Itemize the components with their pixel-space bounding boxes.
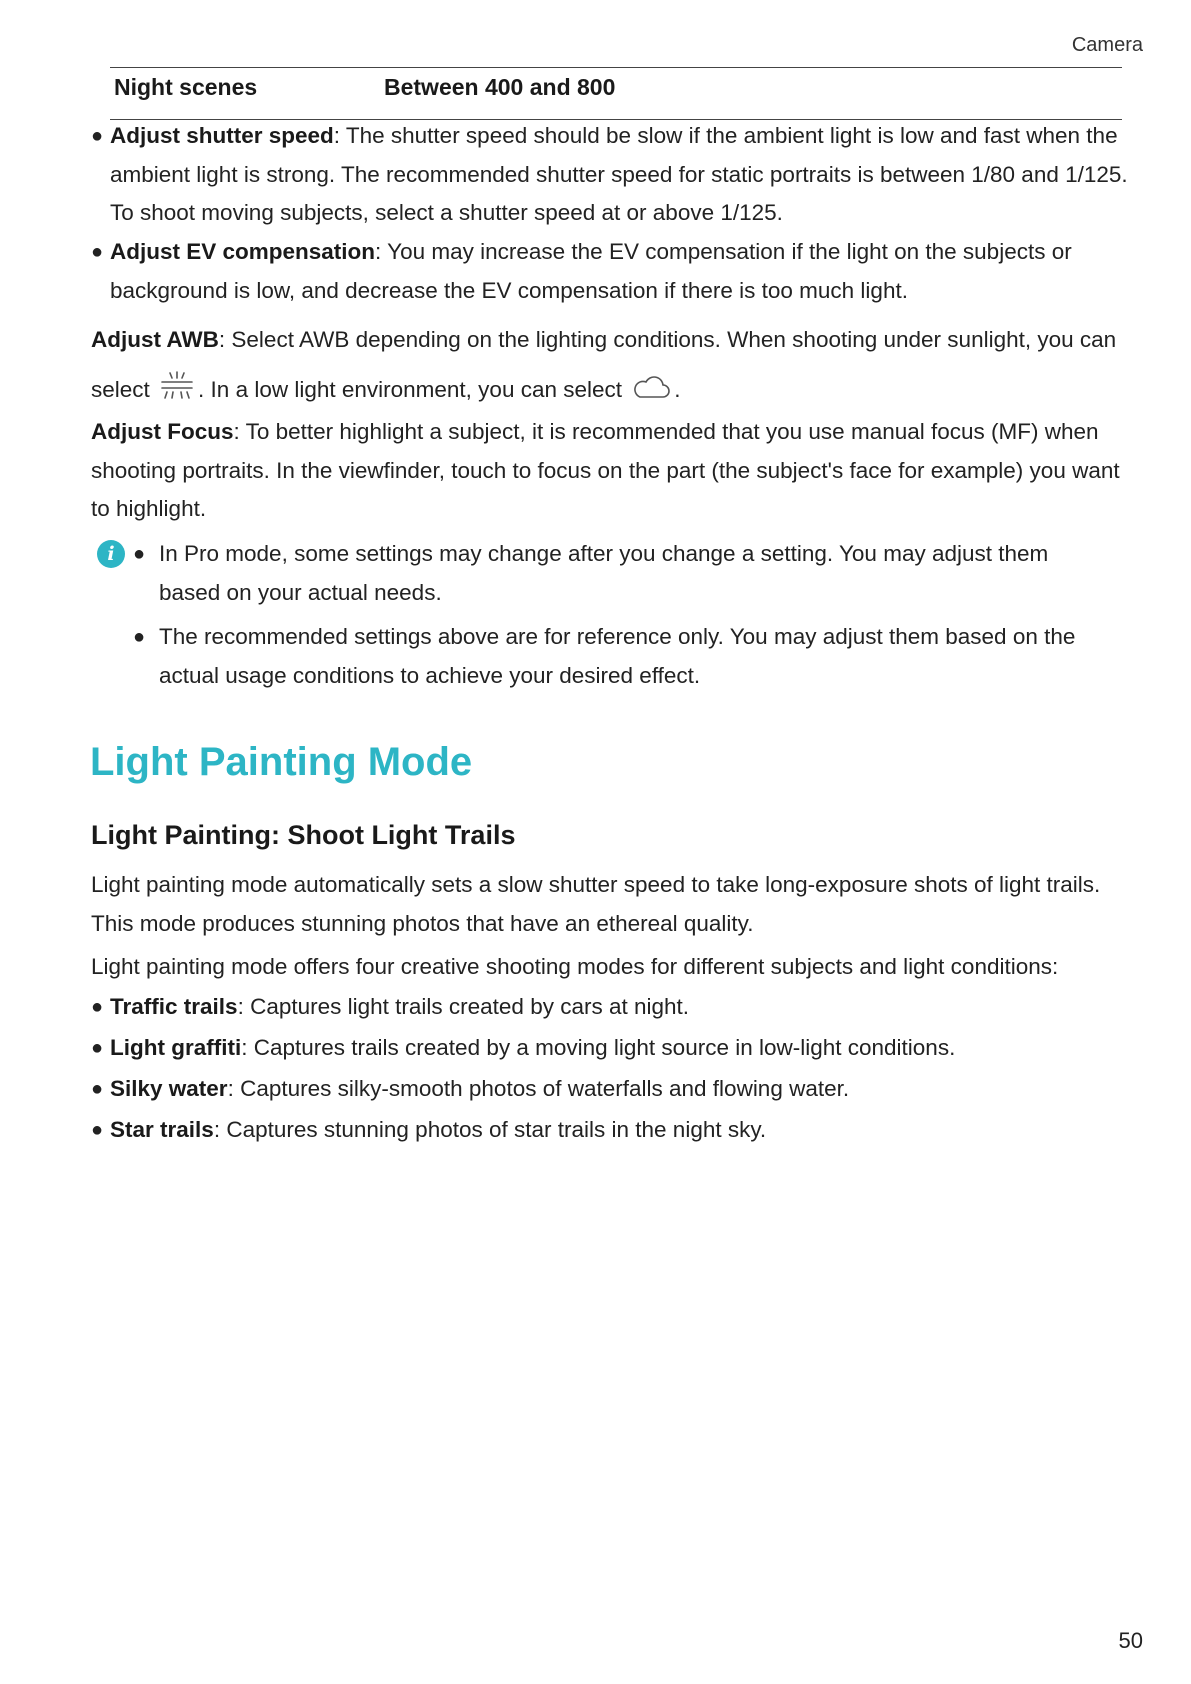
bullet-dot: ● xyxy=(91,1037,104,1059)
bullet-dot: ● xyxy=(133,626,146,648)
awb-text-c: . xyxy=(674,377,681,402)
list-item-term: Silky water xyxy=(110,1076,228,1101)
awb-paragraph xyxy=(91,315,1131,419)
intro-paragraph: Light painting mode automatically sets a slow shutter speed to take long-exposure shots of light trails. This mode produces stunning photos that have an ethereal quality. xyxy=(91,872,1101,936)
list-item-text: : You may increase the EV compensation if the light on the subjects or background is low, and decrease the EV compensation if there is too much light. xyxy=(110,239,1072,303)
bullet-dot: ● xyxy=(91,1119,104,1141)
running-header: Camera xyxy=(1071,34,1143,56)
focus-term: Adjust Focus xyxy=(91,419,234,444)
section-title: Light Painting Mode xyxy=(90,740,473,784)
list-item-term: Star trails xyxy=(110,1117,214,1142)
list-item-text: : Captures light trails created by cars at night. xyxy=(237,994,690,1019)
bullet-dot: ● xyxy=(91,125,104,147)
fluorescent-light-icon xyxy=(160,369,194,419)
focus-paragraph xyxy=(91,413,1131,529)
table-cell-scene: Night scenes xyxy=(114,74,258,100)
bullet-dot: ● xyxy=(91,996,104,1018)
list-item-text: : Captures trails created by a moving light source in low-light conditions. xyxy=(241,1035,956,1060)
list-item-text: : Captures silky-smooth photos of waterfalls and flowing water. xyxy=(227,1076,850,1101)
cloudy-icon xyxy=(632,369,670,419)
bullet-dot: ● xyxy=(91,241,104,263)
modes-intro-paragraph: Light painting mode offers four creative shooting modes for different subjects and light conditions: xyxy=(91,954,1059,979)
awb-text-b: . In a low light environment, you can select xyxy=(198,377,623,402)
focus-text: : To better highlight a subject, it is recommended that you use manual focus (MF) when shooting portraits. In the viewfinder, touch to focus on the part (the subject's face for example) you want to highlight. xyxy=(91,419,1120,521)
list-item-term: Light graffiti xyxy=(110,1035,242,1060)
bullet-dot: ● xyxy=(133,543,146,565)
page-number: 50 xyxy=(1118,1628,1143,1653)
list-item-term: Adjust shutter speed xyxy=(110,123,334,148)
list-item-text: : Captures stunning photos of star trails in the night sky. xyxy=(213,1117,767,1142)
subsection-title: Light Painting: Shoot Light Trails xyxy=(91,820,516,850)
note-text: In Pro mode, some settings may change after you change a setting. You may adjust them based on your actual needs. xyxy=(159,541,1049,605)
table-top-rule xyxy=(110,67,1122,68)
list-item-text: : The shutter speed should be slow if the ambient light is low and fast when the ambient light is strong. The recommended shutter speed for static portraits is between 1/80 and 1/125. To shoot moving subjects, select a shutter speed at or above 1/125. xyxy=(110,123,1128,225)
awb-text-a: : Select AWB depending on the lighting conditions. When shooting under sunlight, you can select xyxy=(91,327,1117,402)
awb-term: Adjust AWB xyxy=(91,327,219,352)
list-item-term: Adjust EV compensation xyxy=(110,239,376,264)
info-icon: i xyxy=(97,540,125,568)
table-cell-iso: Between 400 and 800 xyxy=(384,74,616,100)
list-item-term: Traffic trails xyxy=(110,994,238,1019)
note-text: The recommended settings above are for reference only. You may adjust them based on the actual usage conditions to achieve your desired effect. xyxy=(159,624,1076,688)
bullet-dot: ● xyxy=(91,1078,104,1100)
